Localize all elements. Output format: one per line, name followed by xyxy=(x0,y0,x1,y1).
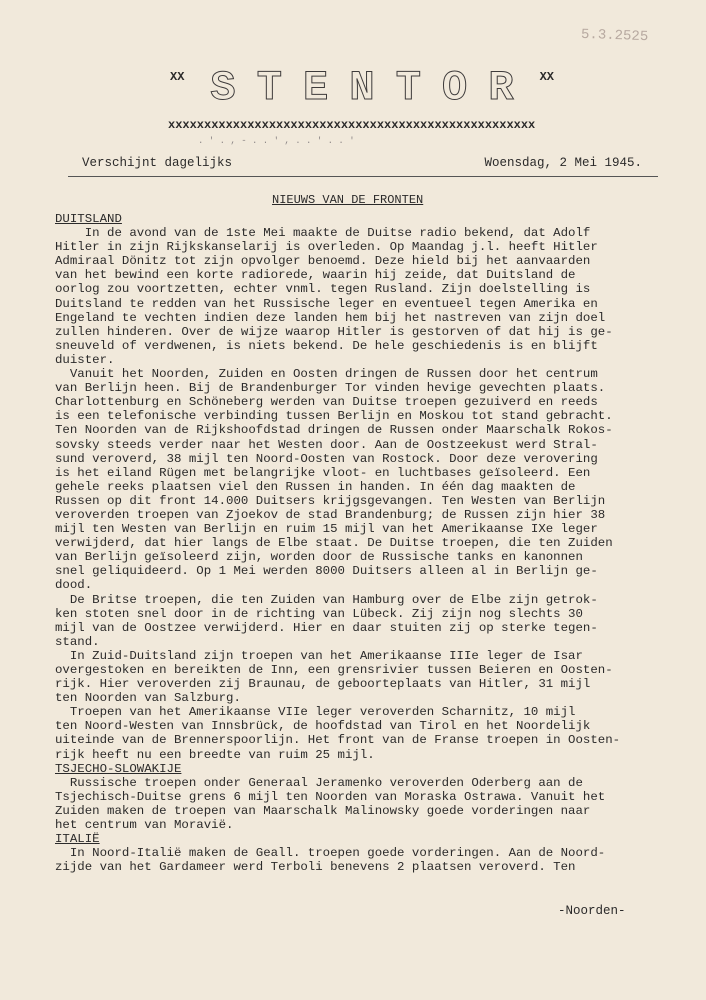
article-line: Ten Noorden van de Rijkshoofdstad dringen de Russen onder Maarschalk Rokos- xyxy=(55,423,613,438)
article-line: In Noord-Italië maken de Geall. troepen goede vorderingen. Aan de Noord- xyxy=(55,846,606,861)
article-line: Zuiden maken de troepen van Maarschalk Malinowsky goede vorderingen naar xyxy=(55,803,591,818)
article-line: zullen hinderen. Over de wijze waarop Hitler is gestorven of dat hij is ge- xyxy=(55,324,613,339)
article-line: stand. xyxy=(55,634,100,649)
article-line: Engeland te vechten indien deze landen hem bij het nastreven van zijn doel xyxy=(55,310,606,325)
article-line: rijk heeft nu een breedte van ruim 25 mijl. xyxy=(55,747,375,762)
article-line: ten Noord-Westen van Innsbrück, de hoofdstad van Tirol en het Noordelijk xyxy=(55,719,591,734)
masthead-letter: N xyxy=(349,64,373,112)
article-line: gehele reeks plaatsen viel den Russen in handen. In één dag maakten de xyxy=(55,479,576,494)
article-line: sneuveld of verdwenen, is niets bekend. De hele geschiedenis is en blijft xyxy=(55,338,598,353)
article-line: mijl van de Oostzee verwijderd. Hier en daar stuiten zij op sterke tegen- xyxy=(55,620,598,635)
article-line: Hitler in zijn Rijkskanselarij is overleden. Op Maandag j.l. heeft Hitler xyxy=(55,240,598,255)
article-line: dood. xyxy=(55,578,93,593)
continuation-marker: -Noorden- xyxy=(558,904,626,918)
article-line: uiteinde van de Brennerspoorlijn. Het front van de Franse troepen in Oosten- xyxy=(55,733,621,748)
article-line: verwijderd, dat hier langs de Elbe staat. De Duitse troepen, die ten Zuiden xyxy=(55,536,613,551)
article-line: van Berlijn heen. Bij de Brandenburger Tor vinden hevige gevechten plaats. xyxy=(55,381,606,396)
masthead-title xyxy=(200,66,522,110)
masthead-x-rule: xxxxxxxxxxxxxxxxxxxxxxxxxxxxxxxxxxxxxxxxxxxxxxxxxxx xyxy=(168,118,536,132)
article-line: In Zuid-Duitsland zijn troepen van het Amerikaanse IIIe leger de Isar xyxy=(55,648,583,663)
article-line: duister. xyxy=(55,352,115,367)
article-line: van het bewind een korte radiorede, waarin hij zeide, dat Duitsland de xyxy=(55,268,576,283)
masthead-letter: S xyxy=(210,64,234,112)
article-line: snel geliquideerd. Op 1 Mei werden 8000 Duitsers alleen al in Berlijn ge- xyxy=(55,564,598,579)
article-line: sund veroverd, 38 mijl ten Noord-Oosten van Rostock. Door deze verovering xyxy=(55,451,598,466)
article-line: zijde van het Gardameer werd Terboli benevens 2 plaatsen veroverd. Ten xyxy=(55,860,576,875)
article-body xyxy=(55,212,695,874)
article-line: rijk. Hier veroverden zij Braunau, de geboorteplaats van Hitler, 31 mijl xyxy=(55,677,591,692)
masthead-letter: E xyxy=(303,64,327,112)
article-line: Tsjechisch-Duitse grens 6 mijl ten Noorden van Moraska Ostrawa. Vanuit het xyxy=(55,789,606,804)
masthead-letter: O xyxy=(442,64,466,112)
masthead-xx-right: XX xyxy=(539,70,554,84)
section-title: NIEUWS VAN DE FRONTEN xyxy=(272,193,424,207)
article-line: ken stoten snel door in de richting van Lübeck. Zij zijn nog slechts 30 xyxy=(55,606,583,621)
article-line: Charlottenburg en Schöneberg werden van Duitse troepen gezuiverd en reeds xyxy=(55,395,598,410)
article-line: Troepen van het Amerikaanse VIIe leger veroverden Scharnitz, 10 mijl xyxy=(55,705,576,720)
section-heading: ITALIË xyxy=(55,832,100,847)
article-line: mijl ten Westen van Berlijn en ruim 15 mijl van het Amerikaanse IXe leger xyxy=(55,522,598,537)
article-line: veroverden troepen van Zjoekov de stad Brandenburg; de Russen zijn hier 38 xyxy=(55,507,606,522)
article-line: Vanuit het Noorden, Zuiden en Oosten dringen de Russen door het centrum xyxy=(55,367,598,382)
article-line: oorlog zou voortzetten, echter vnml. tegen Rusland. Zijn doelstelling is xyxy=(55,282,591,297)
header-divider xyxy=(68,176,658,177)
article-line: Russen op dit front 14.000 Duitsers krijgsgevangen. Ten Westen van Berlijn xyxy=(55,493,606,508)
article-line: Duitsland te redden van het Russische leger en eventueel tegen Amerika en xyxy=(55,296,598,311)
article-line: het centrum van Moravië. xyxy=(55,818,234,833)
masthead-xx-left: XX xyxy=(170,70,185,84)
section-heading: DUITSLAND xyxy=(55,212,122,226)
masthead-letter: T xyxy=(256,64,280,112)
article-line: sovsky steeds verder naar het Westen door. Aan de Oostzeekust werd Stral- xyxy=(55,437,598,452)
article-line: ten Noorden van Salzburg. xyxy=(55,691,241,706)
article-line: is een telefonische verbinding tussen Berlijn en Moskou tot stand gebracht. xyxy=(55,409,613,424)
article-line: is het eiland Rügen met belangrijke vloot- en luchtbases geïsoleerd. Een xyxy=(55,465,591,480)
article-line: overgestoken en bereikten de Inn, een grensrivier tussen Beieren en Oosten- xyxy=(55,663,613,677)
article-line: van Berlijn geïsoleerd zijn, worden door de Russische tanks en kanonnen xyxy=(55,550,583,565)
article-line: De Britse troepen, die ten Zuiden van Hamburg over de Elbe zijn getrok- xyxy=(55,592,598,607)
article-line: Russische troepen onder Generaal Jeramenko veroverden Oderberg aan de xyxy=(55,775,583,790)
issue-header xyxy=(82,156,642,170)
masthead-faint-rule: . ' . , - . . ' , . . ' . . ' xyxy=(198,136,355,146)
masthead-letter: R xyxy=(488,64,512,112)
archive-number: 5.3.2525 xyxy=(580,26,649,46)
publication-frequency: Verschijnt dagelijks xyxy=(82,156,233,170)
section-heading: TSJECHO-SLOWAKIJE xyxy=(55,761,182,776)
issue-date: Woensdag, 2 Mei 1945. xyxy=(484,156,642,170)
article-line: In de avond van de 1ste Mei maakte de Duitse radio bekend, dat Adolf xyxy=(55,226,591,241)
article-line: Admiraal Dönitz tot zijn opvolger benoemd. Deze hield bij het aanvaarden xyxy=(55,254,591,269)
masthead xyxy=(168,66,558,156)
masthead-letter: T xyxy=(395,64,419,112)
